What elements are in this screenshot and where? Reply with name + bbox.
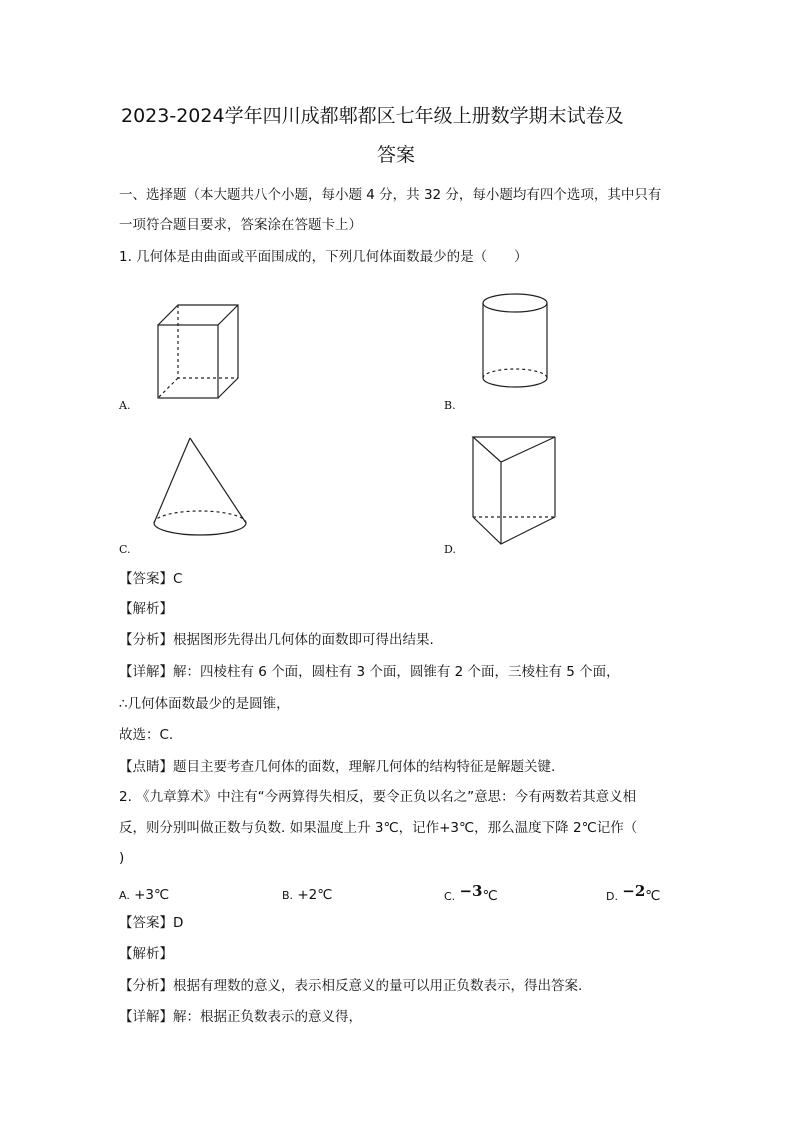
option-label: D. <box>606 890 618 903</box>
cylinder-figure <box>475 290 555 395</box>
section-heading-cont: 一项符合题目要求，答案涂在答题卡上） <box>119 217 362 233</box>
q1-option-c: C. <box>119 543 131 556</box>
q2-analysis-heading: 【解析】 <box>119 946 173 962</box>
q1-therefore: ∴几何体面数最少的是圆锥， <box>119 696 290 712</box>
option-value: +2℃ <box>297 887 333 903</box>
q2-option-a <box>119 886 169 905</box>
cube-figure <box>150 300 250 405</box>
cone-figure <box>150 435 250 550</box>
q1-analysis: 【分析】根据图形先得出几何体的面数即可得出结果. <box>119 632 434 648</box>
q1-option-d: D. <box>444 543 456 556</box>
q2-answer: 【答案】D <box>119 915 184 931</box>
q1-detail: 【详解】解：四棱柱有 6 个面，圆柱有 3 个面，圆锥有 2 个面，三棱柱有 5 个面， <box>119 664 620 680</box>
section-heading: 一、选择题（本大题共八个小题，每小题 4 分，共 32 分，每小题均有四个选项，其中只有 <box>119 187 662 203</box>
q2-option-c <box>444 882 498 906</box>
q1-choose: 故选：C. <box>119 727 174 743</box>
option-number: −3 <box>459 882 483 900</box>
option-label: C. <box>444 890 456 903</box>
q2-stem-line1: 2. 《九章算术》中注有“今两算得失相反，要令正负以名之”意思：今有两数若其意义相 <box>119 789 637 805</box>
q2-option-b <box>282 886 332 905</box>
q1-comment: 【点睛】题目主要考查几何体的面数，理解几何体的结构特征是解题关键. <box>119 759 556 775</box>
option-number: −2 <box>622 882 646 900</box>
q2-detail: 【详解】解：根据正负数表示的意义得， <box>119 1009 362 1025</box>
q1-analysis-heading: 【解析】 <box>119 601 173 617</box>
q2-stem-line3: ) <box>119 850 125 866</box>
q1-answer: 【答案】C <box>119 571 183 587</box>
doc-title-line1: 2023-2024学年四川成都郫都区七年级上册数学期末试卷及 <box>121 105 624 127</box>
doc-title-line2: 答案 <box>377 144 416 166</box>
option-unit: ℃ <box>482 888 498 904</box>
triangular-prism-figure <box>468 432 563 550</box>
option-label: B. <box>282 889 294 902</box>
option-unit: ℃ <box>645 888 661 904</box>
option-value: +3℃ <box>134 887 170 903</box>
option-label: A. <box>119 889 130 902</box>
q1-option-a: A. <box>119 399 131 412</box>
q1-stem: 1. 几何体是由曲面或平面围成的，下列几何体面数最少的是（ ） <box>119 249 528 265</box>
q2-analysis: 【分析】根据有理数的意义，表示相反意义的量可以用正负数表示，得出答案. <box>119 978 583 994</box>
q1-option-b: B. <box>444 399 456 412</box>
q2-stem-line2: 反，则分别叫做正数与负数. 如果温度上升 3℃，记作+3℃，那么温度下降 2℃记作（ <box>119 820 638 836</box>
q2-option-d <box>606 882 661 906</box>
